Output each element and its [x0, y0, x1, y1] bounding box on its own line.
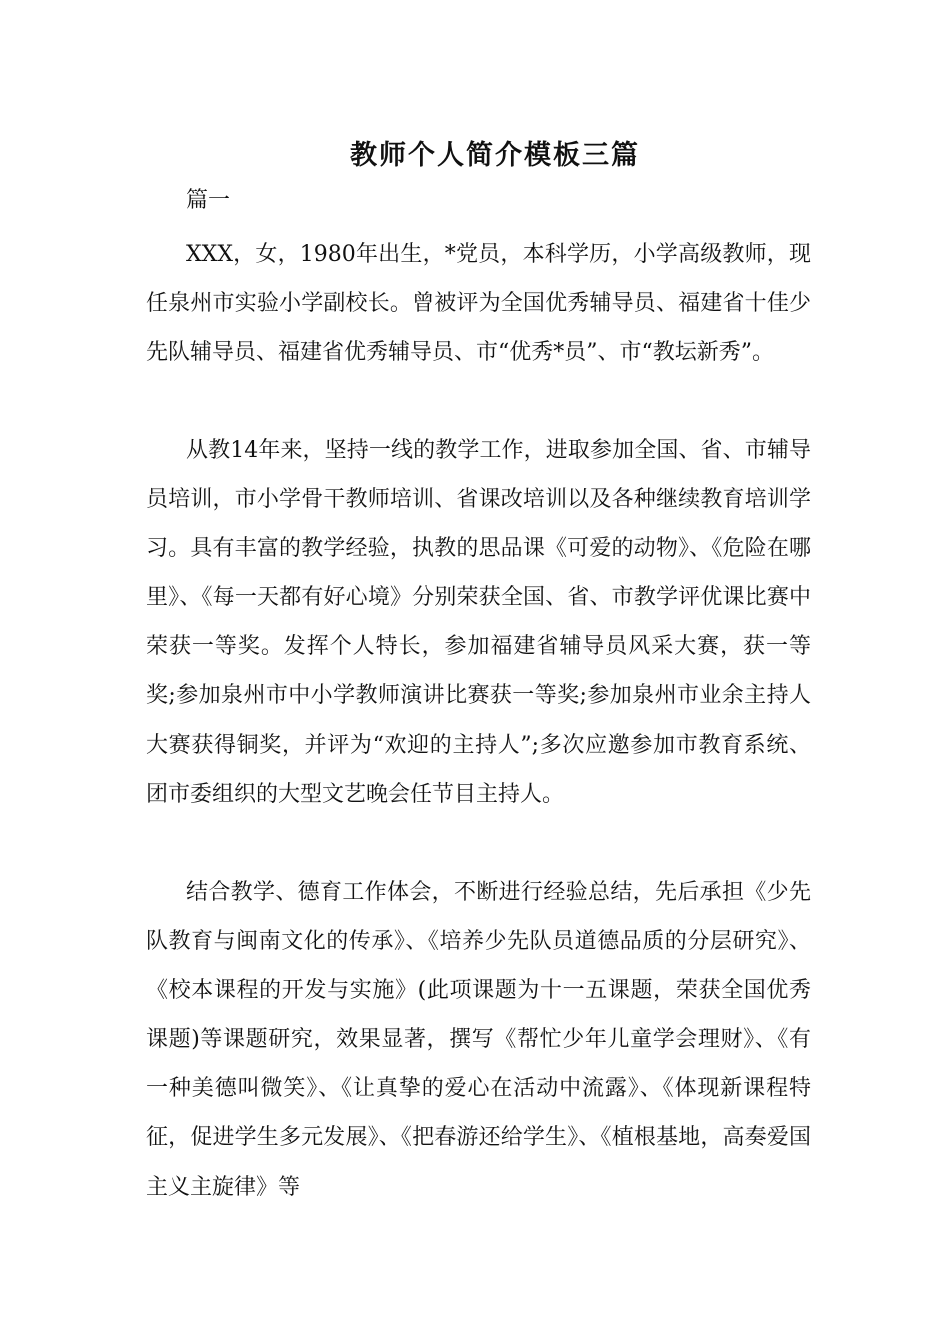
paragraph-1: XXX，女，1980年出生，*党员，本科学历，小学高级教师，现任泉州市实验小学副校长。曾被评为全国优秀辅导员、福建省十佳少先队辅导员、福建省优秀辅导员、市“优秀*员”、市“教坛新秀”。: [146, 242, 811, 366]
section-heading: 篇一: [186, 188, 231, 213]
document-title: 教师个人简介模板三篇: [350, 140, 640, 171]
paragraph-3: 结合教学、德育工作体会，不断进行经验总结，先后承担《少先队教育与闽南文化的传承》、《培养少先队员道德品质的分层研究》、《校本课程的开发与实施》(此项课题为十一五课题，荣获全国优秀课题)等课题研究，效果显著，撰写《帮忙少年儿童学会理财》、《有一种美德叫微笑》、《让真挚的爱心在活动中流露》、《体现新课程特征，促进学生多元发展》、《把春游还给学生》、《植根基地，高奏爱国主义主旋律》等: [146, 880, 811, 1200]
paragraph-2: 从教14年来，坚持一线的教学工作，进取参加全国、省、市辅导员培训，市小学骨干教师培训、省课改培训以及各种继续教育培训学习。具有丰富的教学经验，执教的思品课《可爱的动物》、《危险在哪里》、《每一天都有好心境》分别荣获全国、省、市教学评优课比赛中荣获一等奖。发挥个人特长，参加福建省辅导员风采大赛，获一等奖;参加泉州市中小学教师演讲比赛获一等奖;参加泉州市业余主持人大赛获得铜奖，并评为“欢迎的主持人”;多次应邀参加市教育系统、团市委组织的大型文艺晚会任节目主持人。: [146, 438, 811, 807]
